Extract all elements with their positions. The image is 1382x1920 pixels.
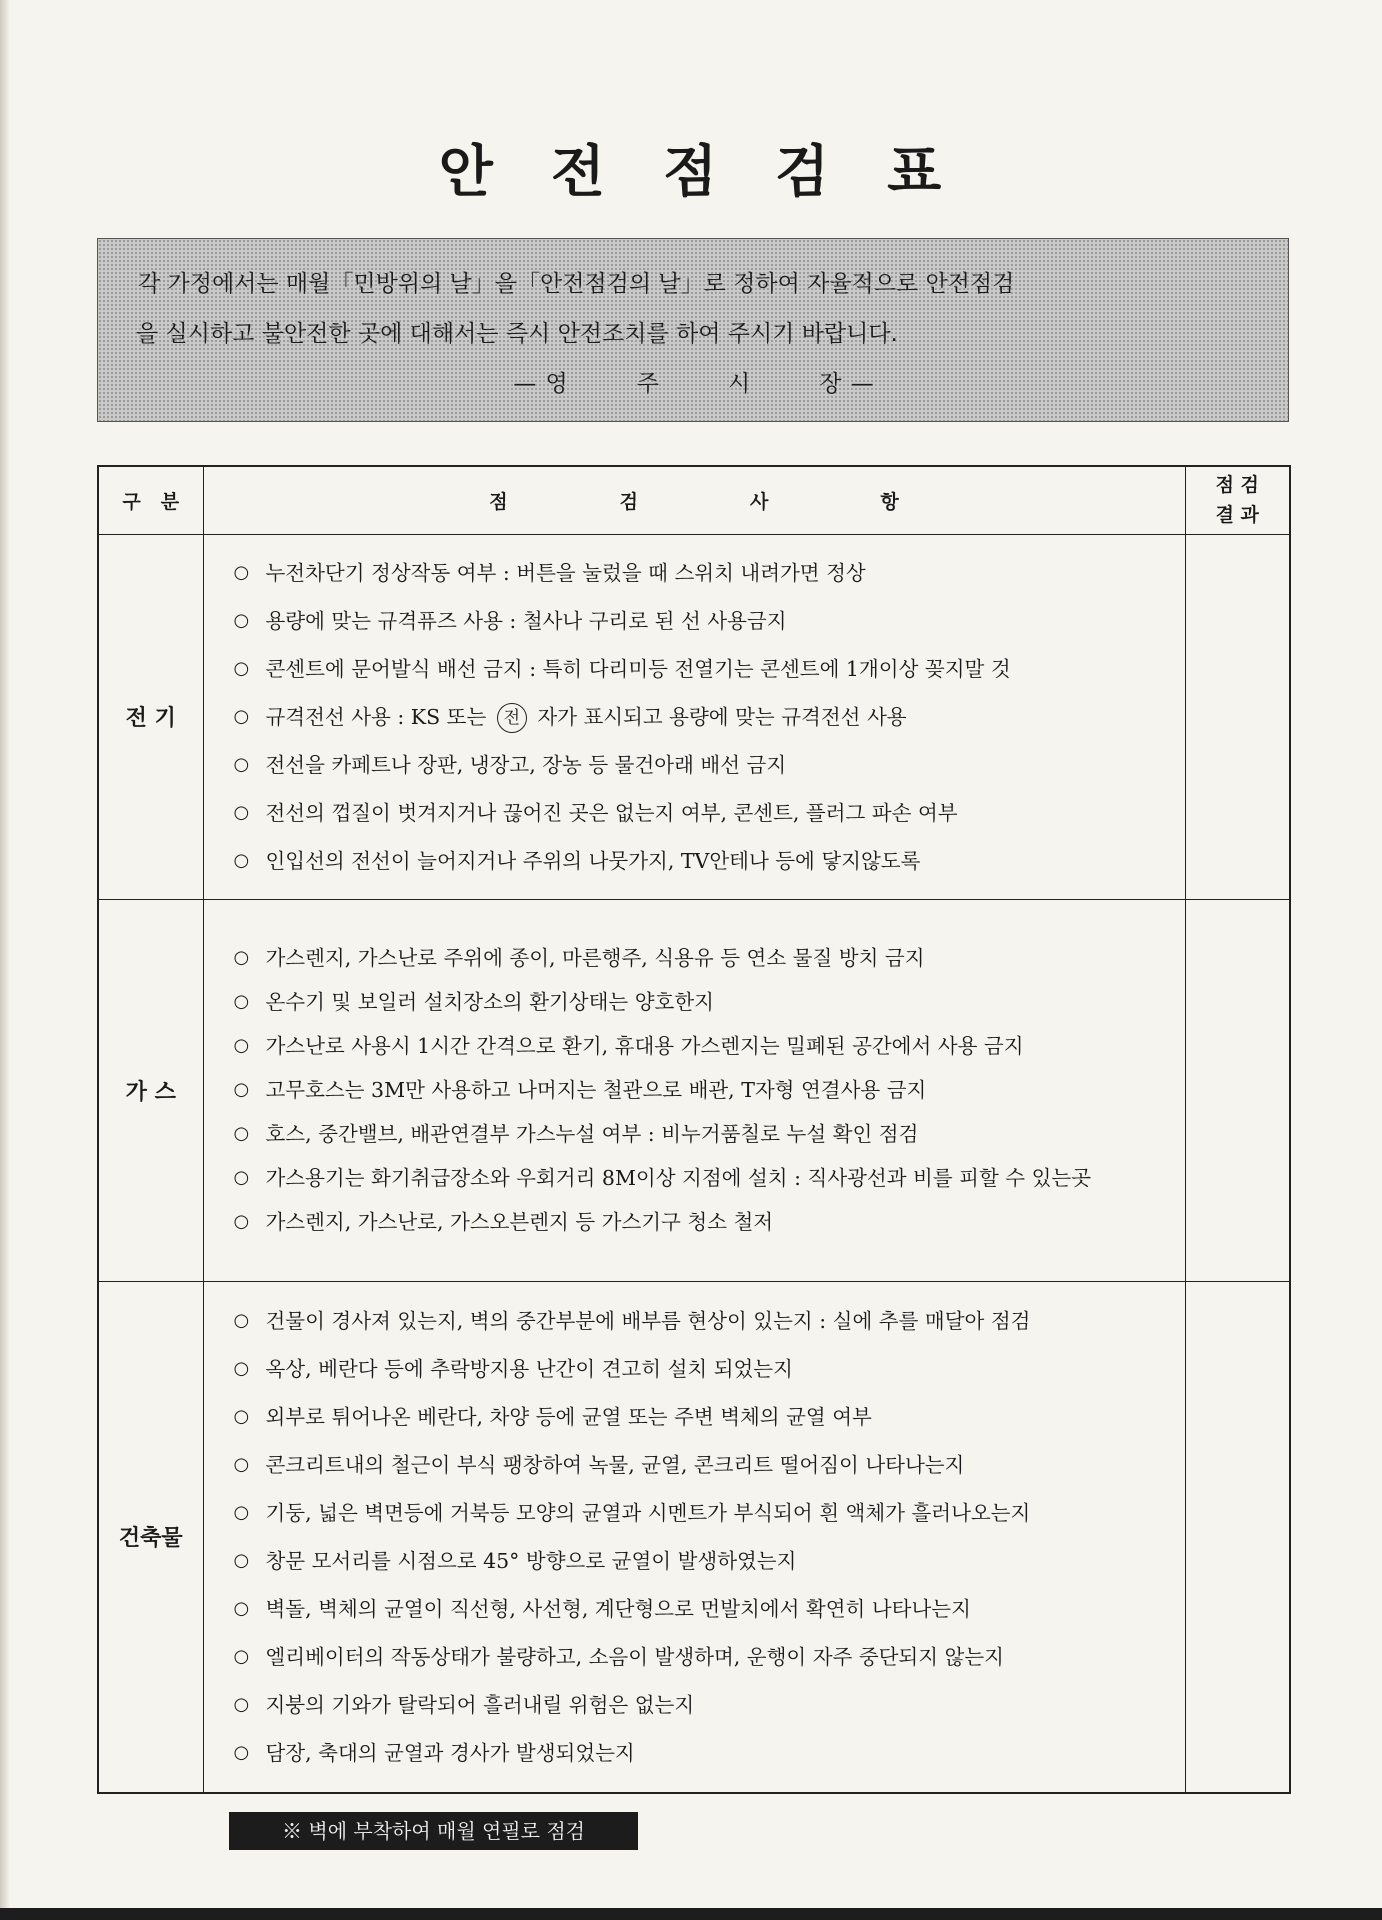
category-cell: 건축물: [98, 1281, 203, 1793]
bullet-circle-icon: ○: [233, 947, 250, 968]
signature-part: 장 —: [819, 371, 875, 397]
notice-line-1: 각 가정에서는 매월「민방위의 날」을「안전점검의 날」로 정하여 자율적으로 안전점검: [138, 271, 1015, 297]
bullet-circle-icon: ○: [233, 1645, 250, 1667]
items-cell: [203, 899, 1185, 1281]
checklist-item: ○ 담장, 축대의 균열과 경사가 발생되었는지: [234, 1729, 1185, 1777]
checklist-item: ○ 전선을 카페트나 장판, 냉장고, 장농 등 물건아래 배선 금지: [234, 741, 1185, 789]
bullet-circle-icon: ○: [233, 1123, 250, 1144]
bullet-circle-icon: ○: [233, 1309, 250, 1331]
bullet-circle-icon: ○: [233, 1453, 250, 1475]
checklist-item: ○ 호스, 중간밸브, 배관연결부 가스누설 여부 : 비누거품칠로 누설 확인 점검: [234, 1112, 1185, 1156]
signature-part: 주: [636, 371, 660, 397]
bullet-circle-icon: ○: [233, 561, 250, 583]
result-cell[interactable]: [1185, 1281, 1290, 1793]
checklist-item: ○ 지붕의 기와가 탈락되어 흘러내릴 위험은 없는지: [234, 1681, 1185, 1729]
table-header-row: [98, 466, 1290, 534]
section-row-electricity: [98, 534, 1290, 899]
checklist-item: ○ 콘크리트내의 철근이 부식 팽창하여 녹물, 균열, 콘크리트 떨어짐이 나타나는지: [234, 1441, 1185, 1489]
bullet-circle-icon: ○: [233, 1211, 250, 1232]
checklist-item: ○ 규격전선 사용 : KS 또는 전 자가 표시되고 용량에 맞는 규격전선 사용: [234, 693, 1185, 741]
checklist-item: ○ 고무호스는 3M만 사용하고 나머지는 철관으로 배관, T자형 연결사용 금지: [234, 1068, 1185, 1112]
header-result: 점 검 결 과: [1185, 466, 1290, 534]
checklist-item: ○ 용량에 맞는 규격퓨즈 사용 : 철사나 구리로 된 선 사용금지: [234, 597, 1185, 645]
checklist-item: ○ 온수기 및 보일러 설치장소의 환기상태는 양호한지: [234, 980, 1185, 1024]
checklist-item: ○ 기둥, 넓은 벽면등에 거북등 모양의 균열과 시멘트가 부식되어 흰 액체가 흘러나오는지: [234, 1489, 1185, 1537]
checklist-item: ○ 외부로 튀어나온 베란다, 차양 등에 균열 또는 주변 벽체의 균열 여부: [234, 1393, 1185, 1441]
circled-mark-icon: 전: [497, 703, 527, 733]
bullet-circle-icon: ○: [233, 1035, 250, 1056]
checklist-item: ○ 전선의 껍질이 벗겨지거나 끊어진 곳은 없는지 여부, 콘센트, 플러그 파손 여부: [234, 789, 1185, 837]
bullet-circle-icon: ○: [233, 849, 250, 871]
bullet-circle-icon: ○: [233, 1357, 250, 1379]
checklist-item: ○ 창문 모서리를 시점으로 45° 방향으로 균열이 발생하였는지: [234, 1537, 1185, 1585]
bullet-circle-icon: ○: [233, 1079, 250, 1100]
bullet-circle-icon: ○: [233, 1501, 250, 1523]
bullet-circle-icon: ○: [233, 609, 250, 631]
bullet-circle-icon: ○: [233, 657, 250, 679]
bullet-circle-icon: ○: [233, 991, 250, 1012]
checklist-item: ○ 엘리베이터의 작동상태가 불량하고, 소음이 발생하며, 운행이 자주 중단되지 않는지: [234, 1633, 1185, 1681]
checklist-item: ○ 벽돌, 벽체의 균열이 직선형, 사선형, 계단형으로 먼발치에서 확연히 나타나는지: [234, 1585, 1185, 1633]
notice-line-2: 을 실시하고 불안전한 곳에 대해서는 즉시 안전조치를 하여 주시기 바랍니다.: [136, 321, 898, 347]
result-cell[interactable]: [1185, 899, 1290, 1281]
checklist-item: ○ 가스난로 사용시 1시간 간격으로 환기, 휴대용 가스렌지는 밀폐된 공간에서 사용 금지: [234, 1024, 1185, 1068]
bullet-circle-icon: ○: [233, 801, 250, 823]
category-cell: 가 스: [98, 899, 203, 1281]
result-cell[interactable]: [1185, 534, 1290, 899]
bullet-circle-icon: ○: [233, 1549, 250, 1571]
checklist-item: ○ 누전차단기 정상작동 여부 : 버튼을 눌렀을 때 스위치 내려가면 정상: [234, 549, 1185, 597]
category-cell: 전 기: [98, 534, 203, 899]
header-items: 점 검 사 항: [203, 466, 1185, 534]
section-row-building: [98, 1281, 1290, 1793]
notice-text: [138, 259, 1258, 359]
bullet-circle-icon: ○: [233, 1693, 250, 1715]
header-category: 구 분: [98, 466, 203, 534]
checklist-item: ○ 가스렌지, 가스난로 주위에 종이, 마른행주, 식용유 등 연소 물질 방치 금지: [234, 936, 1185, 980]
notice-signature: [98, 359, 1290, 409]
title-char: 표: [887, 140, 944, 205]
bullet-circle-icon: ○: [233, 1405, 250, 1427]
page-title: [0, 128, 1382, 208]
bullet-circle-icon: ○: [233, 1167, 250, 1188]
bullet-circle-icon: ○: [233, 705, 250, 727]
footer-note: ※ 벽에 부착하여 매월 연필로 점검: [229, 1812, 638, 1850]
checklist-item: ○ 인입선의 전선이 늘어지거나 주위의 나뭇가지, TV안테나 등에 닿지않도록: [234, 837, 1185, 885]
signature-part: 시: [728, 371, 752, 397]
checklist-item: ○ 건물이 경사져 있는지, 벽의 중간부분에 배부름 현상이 있는지 : 실에 추를 매달아 점검: [234, 1297, 1185, 1345]
checklist-item: ○ 가스용기는 화기취급장소와 우회거리 8M이상 지점에 설치 : 직사광선과 비를 피할 수 있는곳: [234, 1156, 1126, 1200]
bullet-circle-icon: ○: [233, 753, 250, 775]
checklist-item: ○ 콘센트에 문어발식 배선 금지 : 특히 다리미등 전열기는 콘센트에 1개이상 꽂지말 것: [234, 645, 1185, 693]
checklist-item: ○ 옥상, 베란다 등에 추락방지용 난간이 견고히 설치 되었는지: [234, 1345, 1185, 1393]
bullet-circle-icon: ○: [233, 1597, 250, 1619]
title-char: 전: [550, 140, 607, 205]
bullet-circle-icon: ○: [233, 1741, 250, 1763]
page-bottom-edge: [0, 1908, 1382, 1920]
checklist-table: [97, 465, 1291, 1794]
page-shadow-edge: [0, 0, 10, 1920]
section-row-gas: [98, 899, 1290, 1281]
title-char: 점: [662, 140, 720, 205]
checklist-item: ○ 가스렌지, 가스난로, 가스오븐렌지 등 가스기구 청소 철저: [234, 1200, 1185, 1244]
signature-part: — 영: [513, 371, 569, 397]
title-char: 검: [775, 140, 832, 205]
notice-box: [97, 238, 1289, 422]
items-cell: [203, 1281, 1185, 1793]
title-char: 안: [438, 140, 495, 205]
items-cell: [203, 534, 1185, 899]
